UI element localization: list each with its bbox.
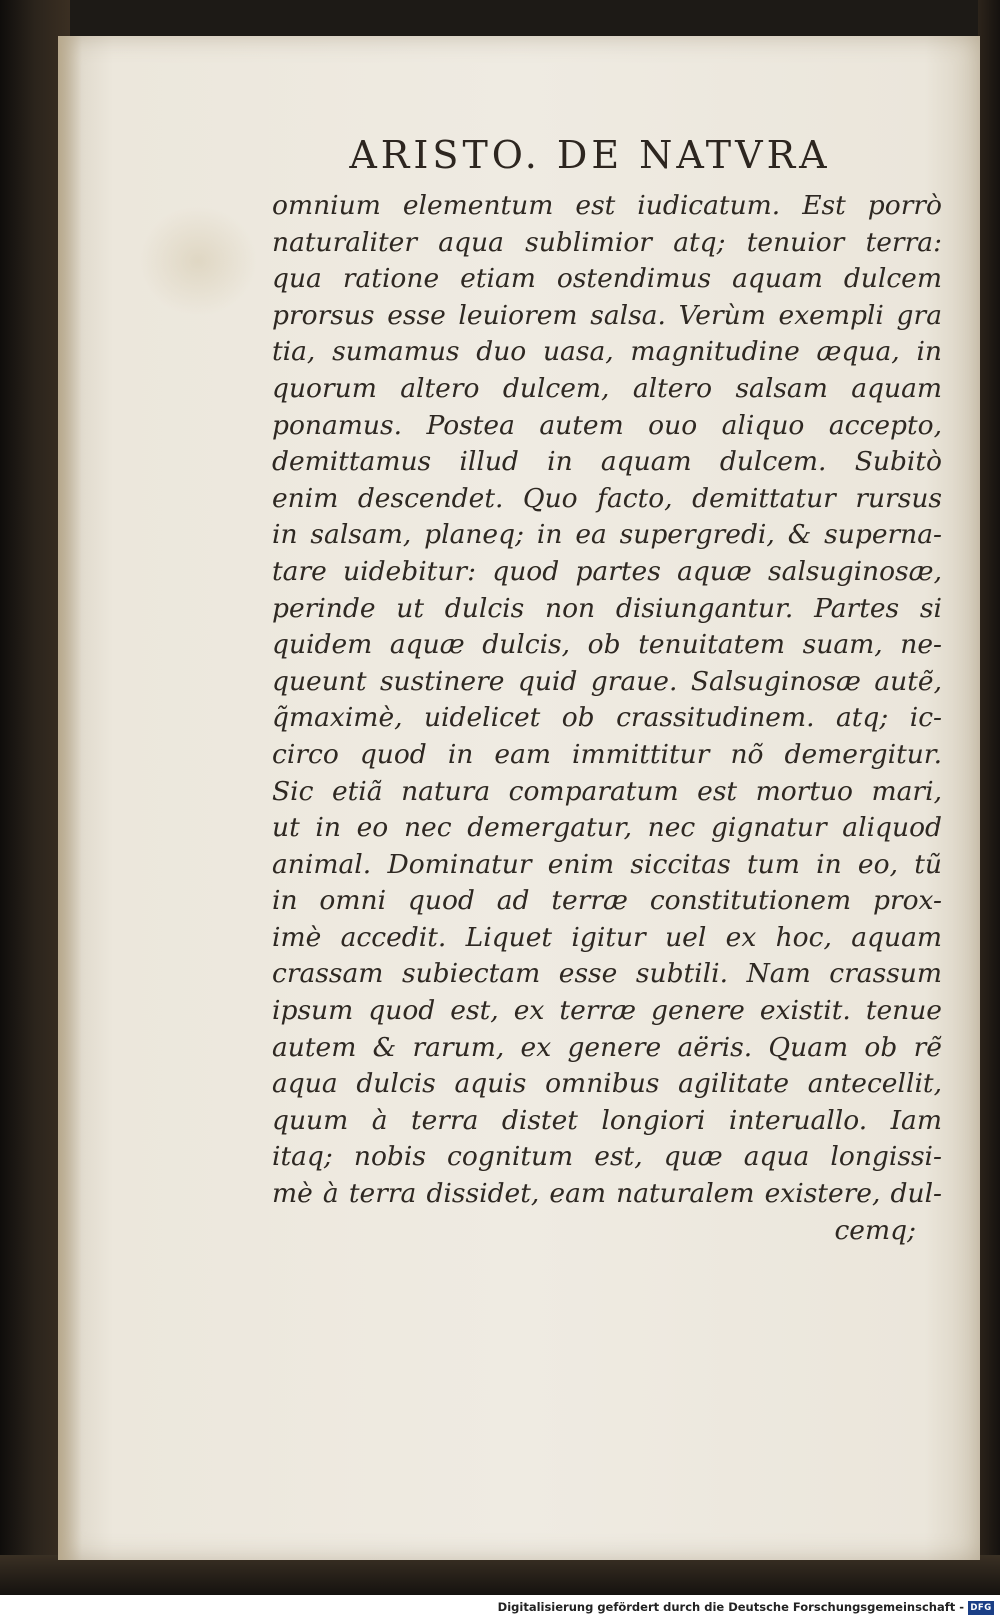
body-text [272,188,942,1249]
text-line: crassam subiectam esse subtili. Nam crassum [272,958,942,990]
text-line: omnium elementum est iudicatum. Est porrò [272,190,942,221]
text-line: animal. Dominatur enim siccitas tum in eo, tũ [272,848,942,880]
catchword: cemq; [834,1214,916,1246]
book-bottom-edge [0,1555,1000,1595]
text-line: tia, sumamus duo uasa, magnitudine æqua, in [272,336,942,368]
text-line: imè accedit. Liquet igitur uel ex hoc, aquam [272,921,942,953]
running-head: ARISTO. DE NATVRA [349,133,831,177]
text-line: in omni quod ad terræ constitutionem prox- [272,885,942,917]
page-stain [138,206,258,316]
page-gutter-shadow [58,36,82,1560]
text-line: itaq; nobis cognitum est, quæ aqua longissi- [272,1141,942,1173]
text-line: quorum altero dulcem, altero salsam aquam [272,372,942,404]
text-line: queunt sustinere quid graue. Salsuginosæ autẽ, [272,665,942,697]
text-line: mè à terra dissidet, eam naturalem existere, dul- [272,1178,942,1210]
text-line: tare uidebitur: quod partes aquæ salsuginosæ, [272,555,942,587]
text-line: ut in eo nec demergatur, nec gignatur aliquod [272,812,942,844]
text-line: demittamus illud in aquam dulcem. Subitò [272,446,942,478]
book-fore-edge [978,0,1000,1595]
text-line: perinde ut dulcis non disiungantur. Partes si [272,592,942,624]
text-line: circo quod in eam immittitur nõ demergitur. [272,738,942,770]
text-line: in salsam, planeq; in ea supergredi, & superna- [272,519,942,551]
text-line: q̃maximè, uidelicet ob crassitudinem. atq; ic- [272,702,942,734]
text-line: ponamus. Postea autem ouo aliquo accepto, [272,409,942,441]
text-line: prorsus esse leuiorem salsa. Verùm exempli gra [272,299,942,331]
text-line: qua ratione etiam ostendimus aquam dulcem [272,263,942,295]
dfg-logo: DFG [968,1601,994,1615]
digitization-credit: Digitalisierung gefördert durch die Deutsche Forschungsgemeinschaft - [497,1600,964,1614]
text-line: autem & rarum, ex genere aëris. Quam ob rẽ [272,1031,942,1063]
text-line: ipsum quod est, ex terræ genere existit. tenue [272,995,942,1027]
text-line: Sic etiã natura comparatum est mortuo mari, [272,775,942,807]
text-line: enim descendet. Quo facto, demittatur rursus [272,482,942,514]
text-line: aqua dulcis aquis omnibus agilitate antecellit, [272,1068,942,1100]
text-line: quum à terra distet longiori interuallo. Iam [272,1104,942,1136]
text-line: quidem aquæ dulcis, ob tenuitatem suam, ne- [272,629,942,661]
text-line: naturaliter aqua sublimior atq; tenuior terra: [272,226,942,258]
